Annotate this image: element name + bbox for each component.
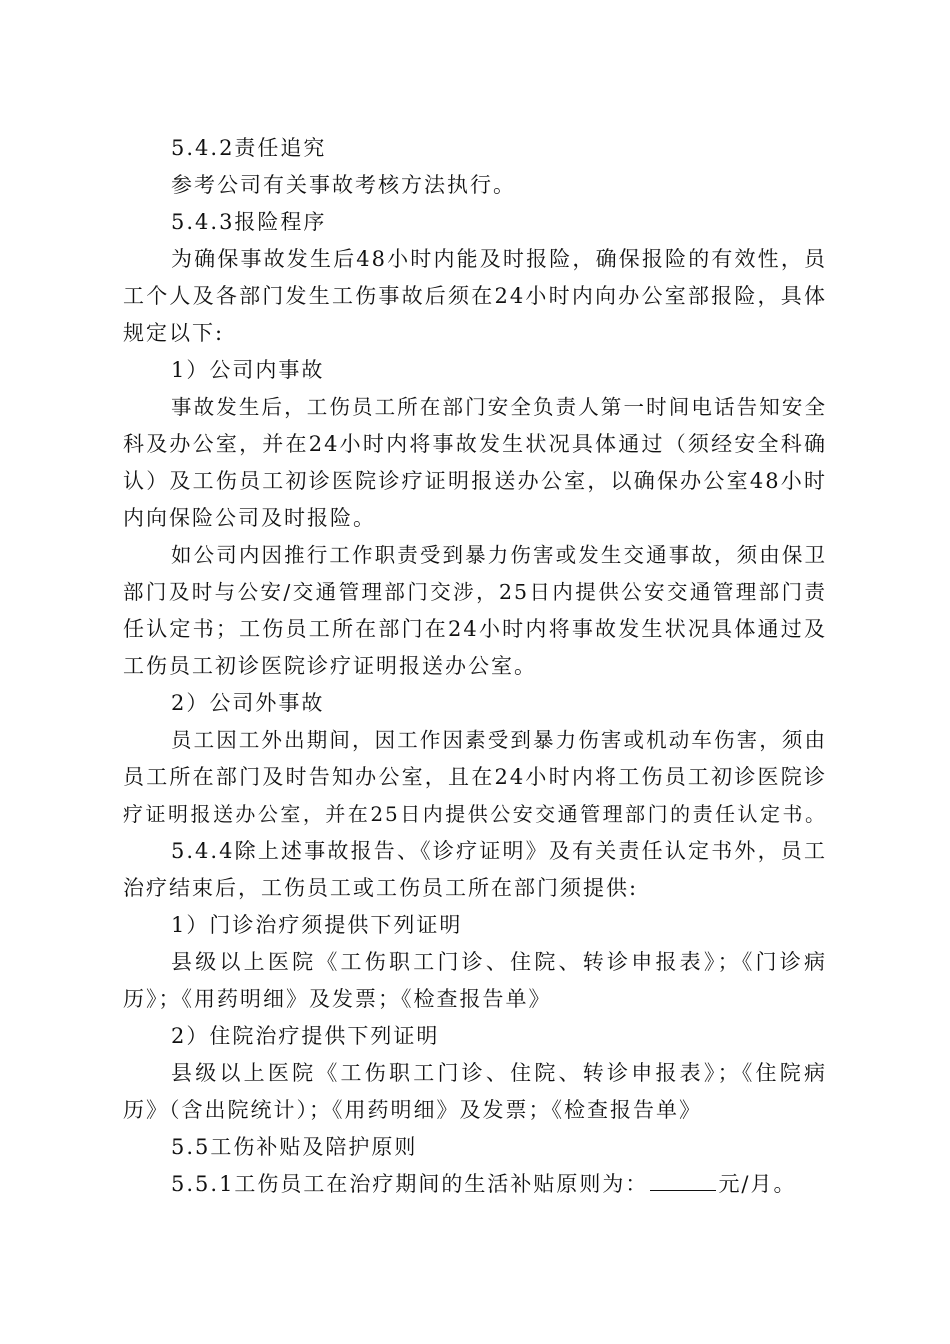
paragraph-line: 1）门诊治疗须提供下列证明 xyxy=(171,913,463,937)
paragraph-line: 疗证明报送办公室，并在25日内提供公安交通管理部门的责任认定书。 xyxy=(123,802,827,826)
paragraph-line: 5.4.3报险程序 xyxy=(171,210,327,234)
paragraph-line: 科及办公室，并在24小时内将事故发生状况具体通过（须经安全科确 xyxy=(123,432,827,456)
paragraph-line: 内向保险公司及时报险。 xyxy=(123,506,376,530)
paragraph-line: 历》；《用药明细》及发票；《检查报告单》 xyxy=(123,987,552,1011)
subsidy-standard-text: 5.5.1工伤员工在治疗期间的生活补贴原则为： xyxy=(171,1172,649,1196)
paragraph-line: 5.4.4除上述事故报告、《诊疗证明》及有关责任认定书外，员工 xyxy=(171,839,827,863)
paragraph-line: 2）住院治疗提供下列证明 xyxy=(171,1024,440,1048)
paragraph-line: 员工所在部门及时告知办公室，且在24小时内将工伤员工初诊医院诊 xyxy=(123,765,827,789)
paragraph-line: 县级以上医院《工伤职工门诊、住院、转诊申报表》；《门诊病 xyxy=(171,950,827,974)
paragraph-line: 如公司内因推行工作职责受到暴力伤害或发生交通事故，须由保卫 xyxy=(171,543,827,567)
paragraph-line: 县级以上医院《工伤职工门诊、住院、转诊申报表》；《住院病 xyxy=(171,1061,827,1085)
paragraph-line: 治疗结束后，工伤员工或工伤员工所在部门须提供: xyxy=(123,876,639,900)
paragraph-line: 事故发生后，工伤员工所在部门安全负责人第一时间电话告知安全 xyxy=(171,395,827,419)
paragraph-line: 认）及工伤员工初诊医院诊疗证明报送办公室，以确保办公室48小时 xyxy=(123,469,827,493)
paragraph-line: 员工因工外出期间，因工作因素受到暴力伤害或机动车伤害，须由 xyxy=(171,728,827,752)
subsidy-amount-blank xyxy=(650,1168,716,1191)
paragraph-line: 参考公司有关事故考核方法执行。 xyxy=(171,173,516,197)
paragraph-line: 5.4.2责任追究 xyxy=(171,136,327,160)
subsidy-unit-text: 元/月。 xyxy=(718,1172,797,1196)
document-body xyxy=(123,130,827,1203)
paragraph-line: 2）公司外事故 xyxy=(171,691,325,715)
paragraph-line: 规定以下: xyxy=(123,321,225,345)
paragraph-line: 任认定书；工伤员工所在部门在24小时内将事故发生状况具体通过及 xyxy=(123,617,827,641)
paragraph-line: 历》（含出院统计）；《用药明细》及发票；《检查报告单》 xyxy=(123,1098,702,1122)
paragraph-line: 1）公司内事故 xyxy=(171,358,325,382)
paragraph-line: 5.5工伤补贴及陪护原则 xyxy=(171,1135,418,1159)
paragraph-line: 工个人及各部门发生工伤事故后须在24小时内向办公室部报险，具体 xyxy=(123,284,827,308)
subsidy-standard-line xyxy=(123,1166,827,1203)
paragraph-line: 部门及时与公安/交通管理部门交涉，25日内提供公安交通管理部门责 xyxy=(123,580,827,604)
paragraph-line: 工伤员工初诊医院诊疗证明报送办公室。 xyxy=(123,654,537,678)
paragraph-line: 为确保事故发生后48小时内能及时报险，确保报险的有效性，员 xyxy=(171,247,827,271)
